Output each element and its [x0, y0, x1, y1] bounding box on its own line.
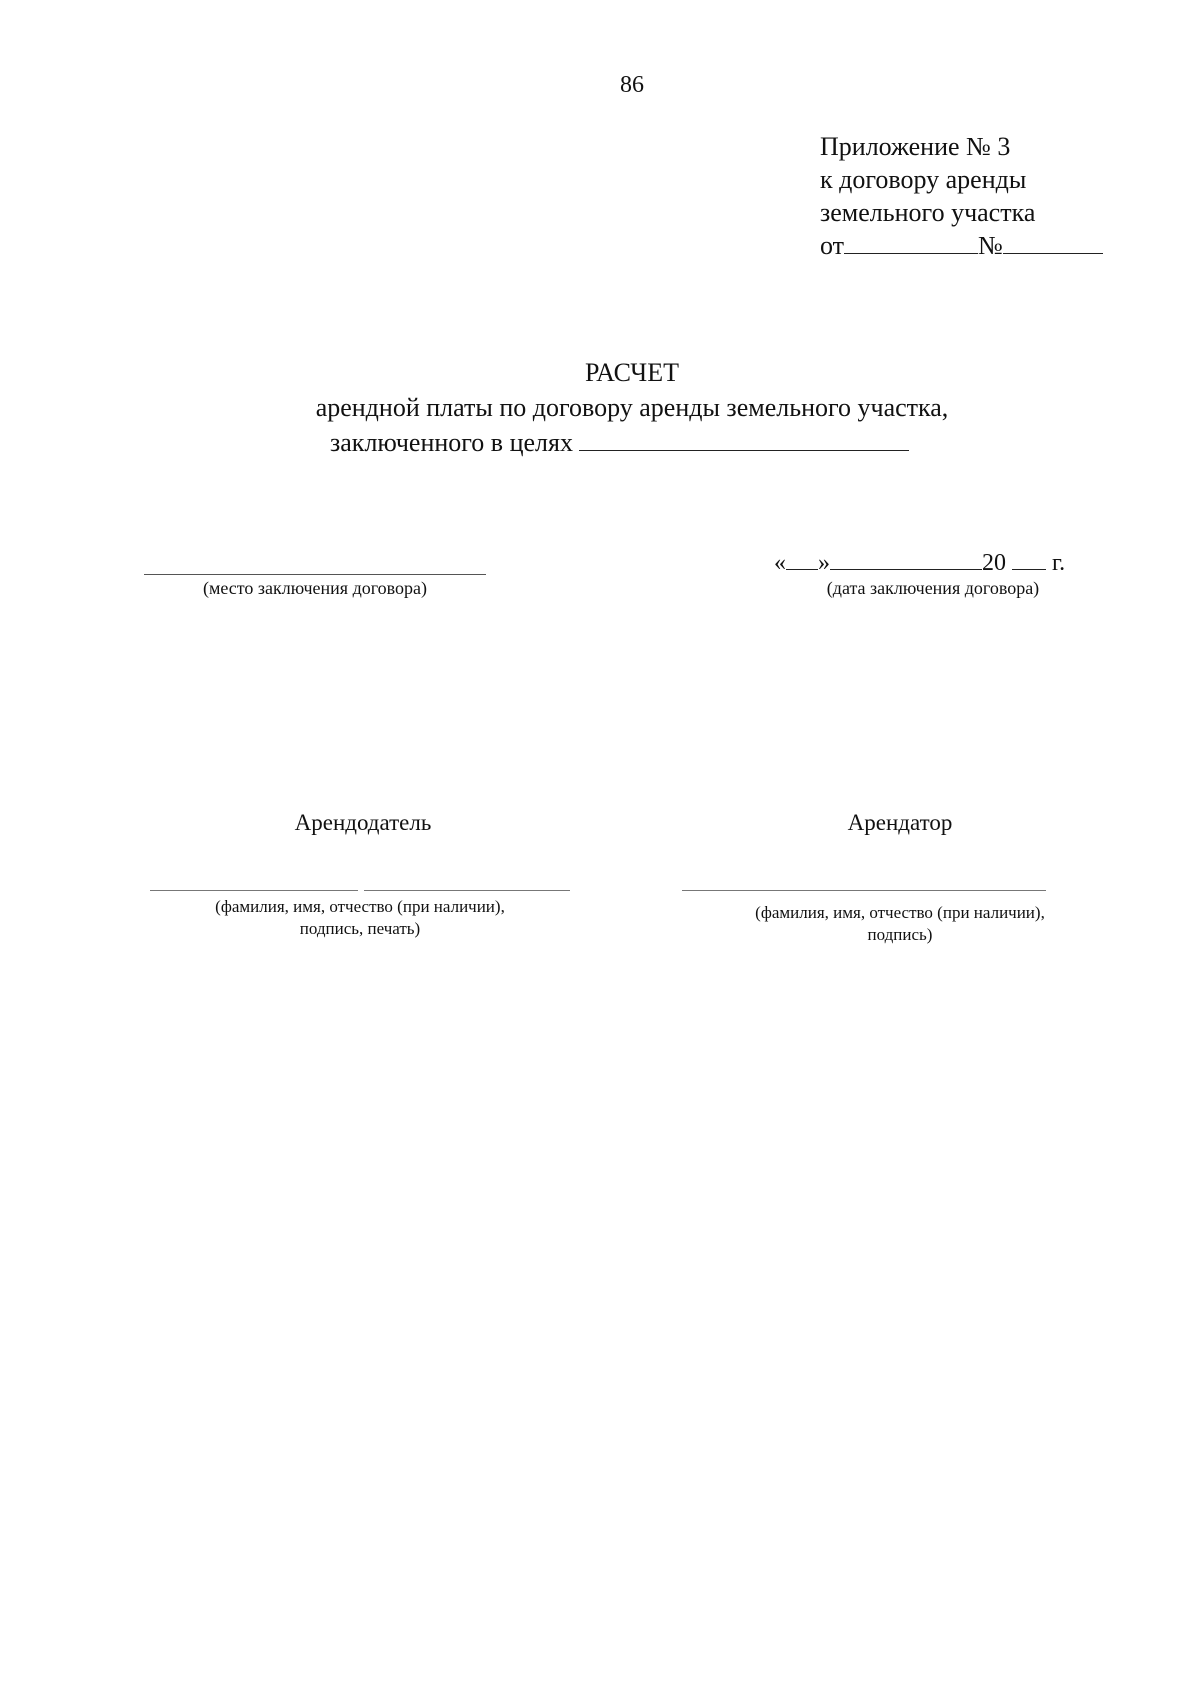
date-month-blank[interactable]: [830, 568, 982, 570]
landlord-label: Арендодатель: [294, 810, 432, 835]
place-blank[interactable]: [144, 574, 486, 575]
appendix-line-4: [820, 229, 1103, 262]
page-number: 86: [620, 72, 644, 98]
document-title: РАСЧЕТ: [585, 358, 679, 387]
date-day-blank[interactable]: [786, 568, 818, 570]
appendix-number-blank[interactable]: [1003, 252, 1103, 254]
purpose-blank[interactable]: [579, 449, 909, 451]
landlord-caption-line-2: подпись, печать): [299, 919, 421, 938]
tenant-label: Арендатор: [847, 810, 953, 835]
appendix-line-2: к договору аренды: [820, 165, 1027, 194]
date-year-prefix: 20: [982, 550, 1006, 576]
tenant-caption-line-2: подпись): [867, 925, 933, 944]
tenant-signature-blank[interactable]: [682, 890, 1046, 891]
purpose-label: заключенного в целях: [330, 428, 573, 457]
date-year-suffix: г.: [1052, 550, 1066, 576]
appendix-from-label: от: [820, 231, 845, 260]
tenant-caption: [700, 902, 1100, 946]
document-purpose-line: [330, 428, 909, 458]
landlord-caption: [150, 896, 570, 940]
date-caption: (дата заключения договора): [826, 578, 1040, 598]
landlord-signature-blank[interactable]: [364, 890, 570, 891]
appendix-header: [820, 130, 1103, 262]
date-close-quote: »: [818, 550, 830, 576]
date-field: [774, 550, 1065, 577]
date-year-blank[interactable]: [1012, 568, 1046, 570]
place-caption: (место заключения договора): [202, 578, 428, 598]
document-subtitle: арендной платы по договору аренды земельного участка,: [315, 393, 949, 422]
appendix-line-3: земельного участка: [820, 198, 1036, 227]
landlord-caption-line-1: (фамилия, имя, отчество (при наличии),: [215, 897, 505, 916]
date-open-quote: «: [774, 550, 786, 576]
tenant-caption-line-1: (фамилия, имя, отчество (при наличии),: [755, 903, 1045, 922]
landlord-name-blank[interactable]: [150, 890, 358, 891]
appendix-date-blank[interactable]: [844, 252, 978, 254]
appendix-line-1: Приложение № 3: [820, 132, 1011, 161]
appendix-number-sign: №: [978, 231, 1003, 260]
